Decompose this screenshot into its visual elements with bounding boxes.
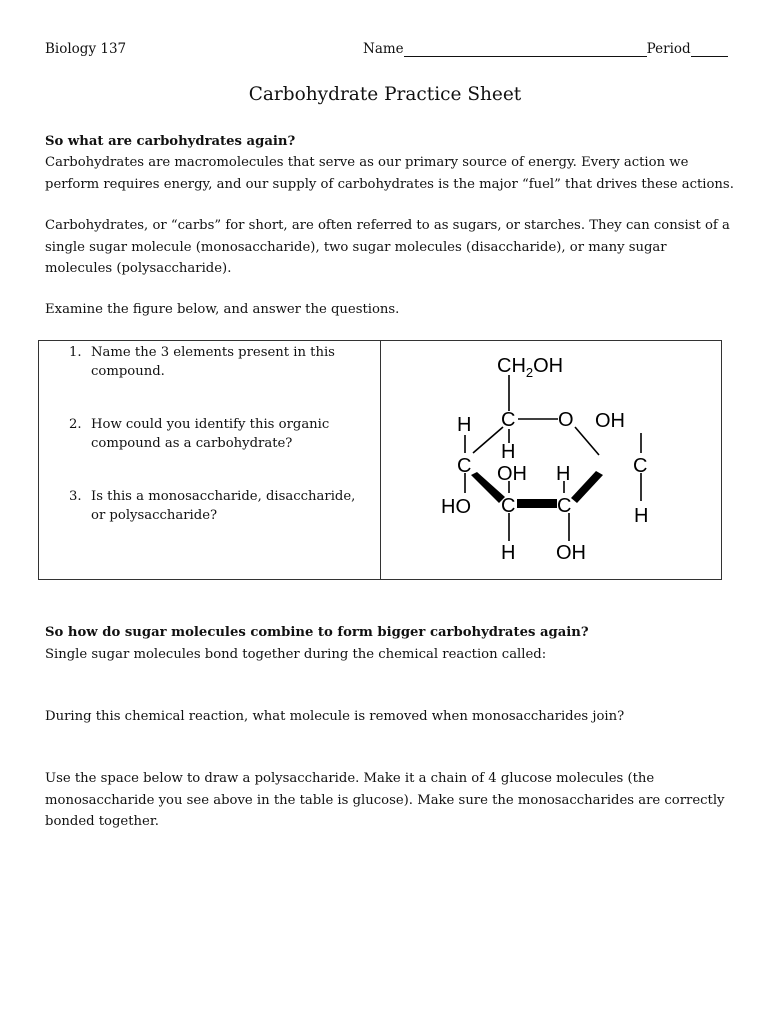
figure-table — [38, 340, 722, 580]
atom-o-ring: O — [558, 409, 574, 431]
atom-h-right: H — [634, 505, 649, 527]
atom-h-c1: H — [501, 441, 516, 463]
question-number: 2. — [69, 417, 82, 432]
page-header — [45, 41, 722, 61]
atom-ch2oh: $CH_2OH$ — [497, 355, 564, 380]
atom-h-left-top: H — [457, 414, 472, 436]
atom-oh-bottom: OH — [556, 542, 586, 564]
wedge-bond-right — [571, 471, 603, 503]
question-text: Name the 3 elements present in this compound. — [91, 345, 335, 379]
section2-heading: So how do sugar molecules combine to form bigger carbohydrates again? — [45, 625, 589, 640]
reaction-question: Single sugar molecules bond together during the chemical reaction called: — [45, 647, 547, 662]
section1-para1: Carbohydrates are macromolecules that serve as our primary source of energy. Every action we perform requires energy, and our supply of carbohydrates is the major “fuel” that drives these actions. — [45, 155, 734, 192]
atom-oh-right-top: OH — [595, 410, 625, 432]
bond-lines — [465, 375, 641, 541]
section1-para2: Carbohydrates, or “carbs” for short, are often referred to as sugars, or starches. They can consist of a single sugar molecule (monosaccharide), two sugar molecules (disaccharide), or many sugar molecules (polysaccharide). — [45, 218, 730, 276]
name-blank[interactable] — [404, 42, 647, 57]
atom-labels — [441, 355, 648, 564]
question-3 — [69, 487, 359, 525]
glucose-structure-diagram — [381, 341, 721, 579]
name-field[interactable] — [363, 41, 728, 57]
question-text: How could you identify this organic compound as a carbohydrate? — [91, 417, 330, 451]
molecule-cell — [381, 341, 721, 579]
atom-h-mid-right: H — [556, 463, 571, 485]
name-label: Name — [363, 41, 404, 57]
atom-oh-mid: OH — [497, 463, 527, 485]
molecule-removed-question: During this chemical reaction, what molecule is removed when monosaccharides join? — [45, 709, 625, 724]
bond-c1-c2 — [473, 427, 503, 453]
atom-c5: C — [633, 455, 648, 477]
page-title: Carbohydrate Practice Sheet — [248, 84, 522, 105]
atom-c3: C — [501, 495, 516, 517]
course-label: Biology 137 — [45, 41, 127, 57]
drawing-space[interactable] — [45, 840, 725, 1010]
period-blank[interactable] — [691, 42, 728, 57]
question-text: Is this a monosaccharide, disaccharide, or polysaccharide? — [91, 489, 356, 523]
wedge-bond-bottom — [517, 499, 557, 508]
drawing-instruction: Use the space below to draw a polysaccharide. Make it a chain of 4 glucose molecules (the monosaccharide you see above in the table is glucose). Make sure the monosaccharides are correctly bonded together. — [45, 771, 725, 829]
figure-instruction: Examine the figure below, and answer the questions. — [45, 302, 400, 317]
question-2 — [69, 415, 359, 453]
questions-cell — [39, 341, 381, 579]
atom-c1: C — [501, 409, 516, 431]
atom-c4: C — [557, 495, 572, 517]
question-number: 3. — [69, 489, 82, 504]
question-number: 1. — [69, 345, 82, 360]
atom-h-bottom: H — [501, 542, 516, 564]
question-1 — [69, 343, 359, 381]
atom-c2: C — [457, 455, 472, 477]
atom-ho-left: HO — [441, 496, 471, 518]
period-label: Period — [646, 41, 691, 57]
section1-heading: So what are carbohydrates again? — [45, 134, 296, 149]
